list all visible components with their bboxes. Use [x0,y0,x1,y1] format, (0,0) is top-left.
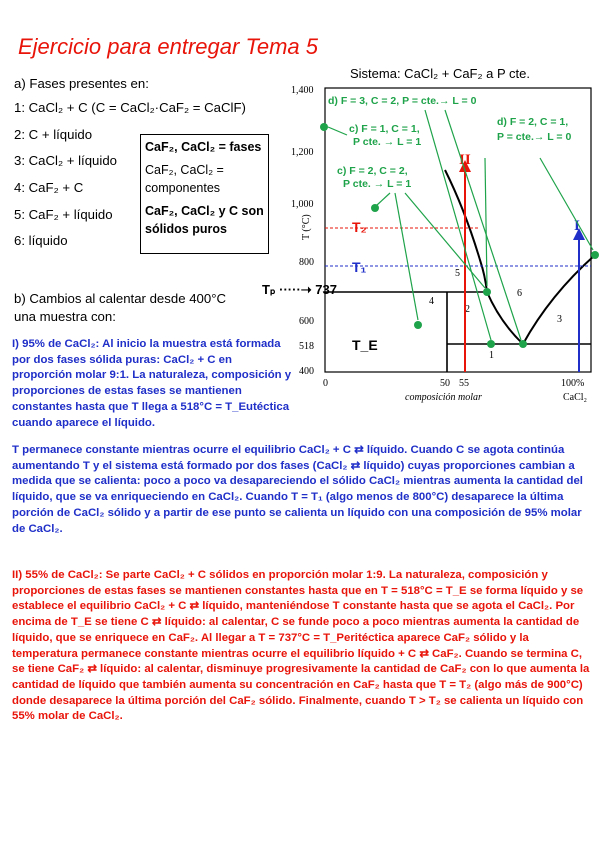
point-c2-b [414,321,422,329]
phase-item-2: 2: C + líquido [14,127,93,142]
y-tick-1000: 1,000 [291,199,314,210]
x-tick-100: 100% [561,378,585,389]
point-right [591,251,599,259]
liquidus-right [523,255,595,344]
region-2: 2 [465,304,470,315]
arrow-i-label: I [574,218,580,234]
page-title: Ejercicio para entregar Tema 5 [18,34,319,59]
note-c2-a: c) F = 2, C = 2, [337,165,408,177]
x-end-label: CaCl₂ [563,392,588,403]
note-c1-a: c) F = 1, C = 1, [349,123,420,135]
tp-value: 737 [315,282,337,297]
point-region1 [487,340,495,348]
leader-c1 [328,127,347,135]
leader-c2-a [377,193,390,205]
leader-d1-b [445,110,521,340]
x-tick-50: 50 [440,378,450,389]
paragraph-i-continued: T permanece constante mientras ocurre el equilibrio CaCl₂ + C ⇄ líquido. Cuando C se agota continúa aumentando T y el sistema está formado por dos fases (CaCl₂ ⇄ líquido) cuyas proporciones cambian a medida que se calienta: poco a poco va desapareciendo el sólido CaCl₂ mientras aumenta la cantidad del líquido, que se va enriqueciendo en CaCl₂. Cuando T = T₁ (algo menos de 800°C) desaparece la última porción de CaCl₂ sólido y a partir de ese punto se calienta un líquido con una composición de 95% molar de CaCl₂. [12,444,583,535]
point-c2-a [371,204,379,212]
note-d2-a: d) F = 2, C = 1, [497,116,569,128]
leader-d1-a [425,110,491,340]
y-tick-600: 600 [299,316,314,327]
x-tick-0: 0 [323,378,328,389]
note-c2-b: P cte. → L = 1 [343,178,412,190]
leader-d2 [540,158,593,250]
note-d1: d) F = 3, C = 2, P = cte.→ L = 0 [328,95,477,107]
te-label: T_E [352,337,378,353]
leader-c1-b [485,158,487,286]
phase-item-1: 1: CaCl₂ + C (C = CaCl₂·CaF₂ = CaClF) [14,100,246,115]
box-line-3: CaF₂, CaCl₂ y C son sólidos puros [145,204,264,236]
phase-item-3: 3: CaCl₂ + líquido [14,153,117,168]
region-6: 6 [517,288,522,299]
tp-label-text: Tₚ [262,282,276,297]
tp-label: Tₚ ·····➝ 737 [262,282,337,297]
y-tick-400: 400 [299,366,314,377]
phase-diagram [291,60,599,415]
region-1: 1 [489,350,494,361]
point-peritectic [483,288,491,296]
paragraph-i: I) 95% de CaCl₂: Al inicio la muestra está formada por dos fases sólida puras: CaCl₂ + C en proporción molar 9:1. La naturaleza, composición y proporciones de estas fases se mantienen constantes hasta que T llega a 518°C = T_Eutéctica cuando aparece el líquido. [12,338,292,429]
section-a-heading: a) Fases presentes en: [14,76,149,91]
box-line-1: CaF₂, CaCl₂ = fases [145,140,262,154]
x-tick-55: 55 [459,378,469,389]
point-top-left [320,123,328,131]
y-axis-label: T (°C) [301,214,312,240]
phase-item-6: 6: líquido [14,233,68,248]
arrow-ii-label: II [459,152,471,168]
y-tick-1200: 1,200 [291,147,314,158]
x-axis-label: composición molar [405,392,482,403]
region-3: 3 [557,314,562,325]
paragraph-ii: II) 55% de CaCl₂: Se parte CaCl₂ + C sólidos en proporción molar 1:9. La naturaleza, composición y proporciones de estas fases se mantienen constantes hasta que en T = 518°C = T_E se forma líquido y se establece el equilibrio CaCl₂ + C ⇄ líquido, manteniéndose T constante hasta que se agota el CaCl₂. Por encima de T_E se tiene C ⇄ líquido: al calentar, C se funde poco a poco mientras aumenta la cantidad de líquido, que se enriquece en CaF₂. Al llegar a T = 737°C = T_Peritéctica aparece CaF₂ sólido y la temperatura permanece constante mientras ocurre el equilibrio líquido + C ⇄ CaF₂. Cuando se termina C, se tiene CaF₂ ⇄ líquido: al calentar, disminuye progresivamente la cantidad de CaF₂ con lo que aumenta la cantidad de líquido que también aumenta su concentración en CaF₂ hasta que T = T₂ (algo más de 900°C) donde desaparece la última porción del CaF₂ sólido. Finalmente, cuando T > T₂ se calienta un líquido con 55% molar de CaCl₂. [12,569,590,723]
definitions-box [140,134,269,254]
phase-item-4: 4: CaF₂ + C [14,180,84,195]
t1-label: T₁ [352,259,367,275]
region-4: 4 [429,296,434,307]
liquidus-middle [487,292,523,344]
y-tick-1400: 1,400 [291,85,314,96]
point-eutectic [519,340,527,348]
y-tick-800: 800 [299,257,314,268]
note-c1-b: P cte. → L = 1 [353,136,422,148]
section-b-heading: b) Cambios al calentar desde 400°C una muestra con: [14,291,226,324]
box-line-2: CaF₂, CaCl₂ = componentes [145,163,224,195]
t2-label: T₂ [352,219,367,235]
note-d2-b: P = cte.→ L = 0 [497,131,572,143]
leader-c2-b [395,193,418,320]
system-title: Sistema: CaCl₂ + CaF₂ a P cte. [350,66,531,81]
phase-item-5: 5: CaF₂ + líquido [14,207,113,222]
y-tick-518: 518 [299,341,314,352]
region-5: 5 [455,268,460,279]
